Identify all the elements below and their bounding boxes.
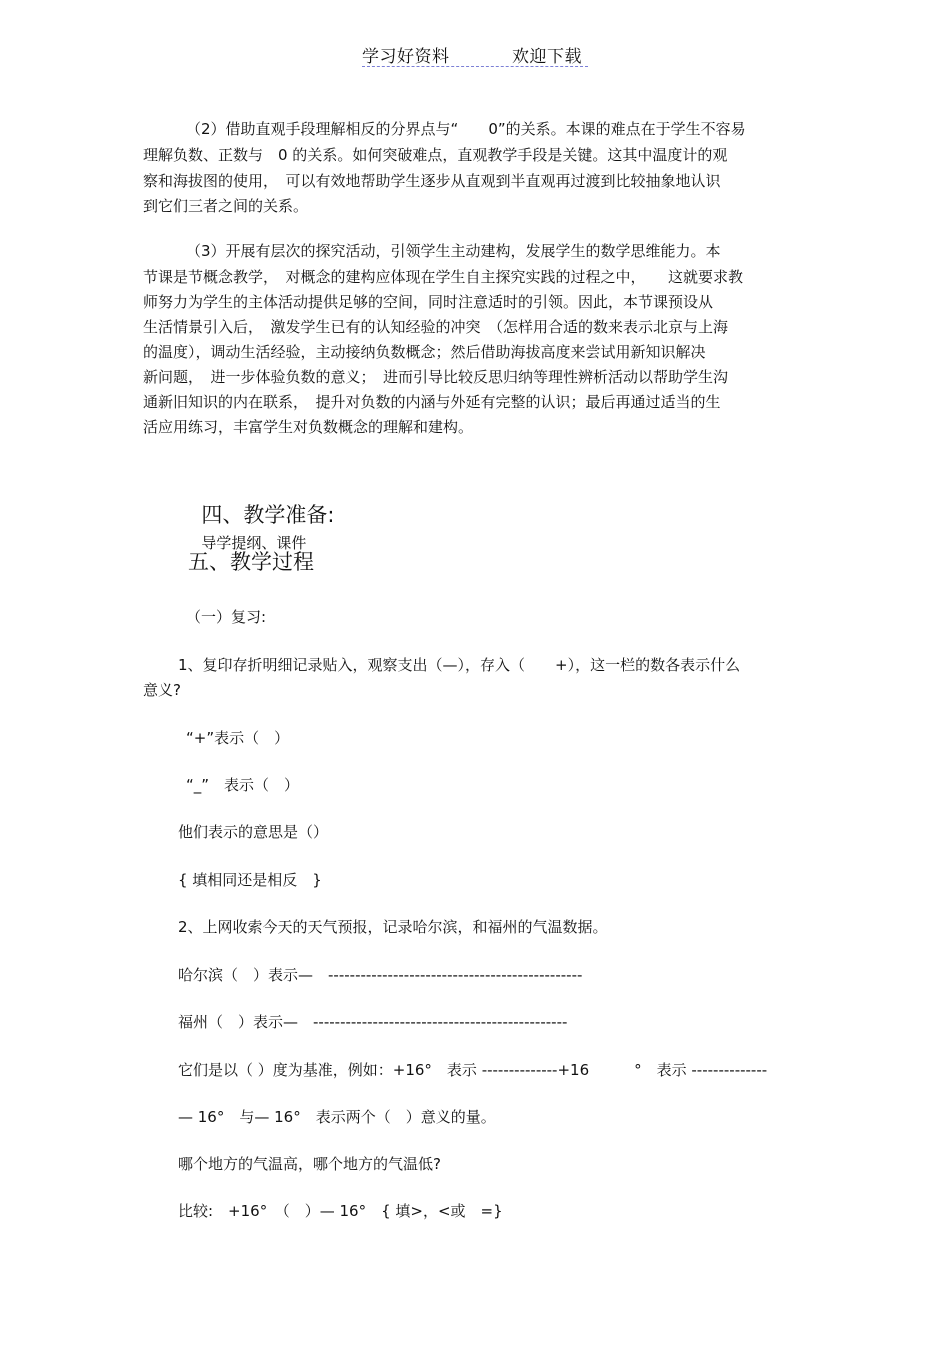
question-1-line: 意义? <box>143 681 181 699</box>
fill-hint-line: { 填相同还是相反 } <box>178 871 322 889</box>
section4-title: 四、教学准备: <box>201 503 335 527</box>
section4-heading <box>188 475 334 553</box>
review-heading: （一）复习: <box>186 608 267 626</box>
harbin-line: 哈尔滨（ ）表示— ----------------------------------------------- <box>178 966 583 984</box>
section4-content: 导学提纲、课件 <box>201 534 307 552</box>
para3-line: 新问题， 进一步体验负数的意义； 进而引导比较反思归纳等理性辨析活动以帮助学生沟 <box>143 368 729 386</box>
minus-sign-line: “_” 表示（ ） <box>186 776 300 794</box>
compare-line: 比较: +16° （ ）— 16° { 填>，<或 =} <box>178 1202 503 1220</box>
page-header <box>362 40 588 67</box>
meaning-line: 他们表示的意思是（） <box>178 823 329 841</box>
header-right-text: 欢迎下载 <box>512 47 582 67</box>
para3-line: 活应用练习，丰富学生对负数概念的理解和建构。 <box>143 418 474 436</box>
para3-line: 生活情景引入后， 激发学生已有的认知经验的冲突 （怎样用合适的数来表示北京与上海 <box>143 318 729 336</box>
fuzhou-line: 福州（ ）表示— ----------------------------------------------- <box>178 1013 568 1031</box>
opposite-meaning-line: — 16° 与— 16° 表示两个（ ）意义的量。 <box>178 1108 496 1126</box>
question-2-line: 2、上网收索今天的天气预报，记录哈尔滨，和福州的气温数据。 <box>178 918 608 936</box>
which-higher-line: 哪个地方的气温高，哪个地方的气温低? <box>178 1155 441 1173</box>
section5-heading: 五、教学过程 <box>188 550 314 574</box>
para2-line: （2）借助直观手段理解相反的分界点与“ 0”的关系。本课的难点在于学生不容易 <box>186 120 746 138</box>
para3-line: 的温度），调动生活经验，主动接纳负数概念；然后借助海拔高度来尝试用新知识解决 <box>143 343 706 361</box>
para2-line: 察和海拔图的使用， 可以有效地帮助学生逐步从直观到半直观再过渡到比较抽象地认识 <box>143 172 721 190</box>
para3-line: 节课是节概念教学， 对概念的建构应体现在学生自主探究实践的过程之中， 这就要求教 <box>143 268 744 286</box>
para3-line: 通新旧知识的内在联系， 提升对负数的内涵与外延有完整的认识；最后再通过适当的生 <box>143 393 721 411</box>
para2-line: 到它们三者之间的关系。 <box>143 197 309 215</box>
para3-line: （3）开展有层次的探究活动，引领学生主动建构，发展学生的数学思维能力。本 <box>186 242 721 260</box>
header-left-text: 学习好资料 <box>362 47 450 67</box>
para3-line: 师努力为学生的主体活动提供足够的空间，同时注意适时的引领。因此，本节课预设从 <box>143 293 714 311</box>
question-1-line: 1、复印存折明细记录贴入，观察支出（—），存入（ +），这一栏的数各表示什么 <box>178 656 741 674</box>
baseline-line: 它们是以（ ）度为基准，例如：+16° 表示 --------------+16 ° 表示 -------------- <box>178 1061 768 1079</box>
plus-sign-line: “+”表示（ ） <box>186 729 290 747</box>
para2-line: 理解负数、正数与 0 的关系。如何突破难点，直观教学手段是关键。这其中温度计的观 <box>143 146 728 164</box>
